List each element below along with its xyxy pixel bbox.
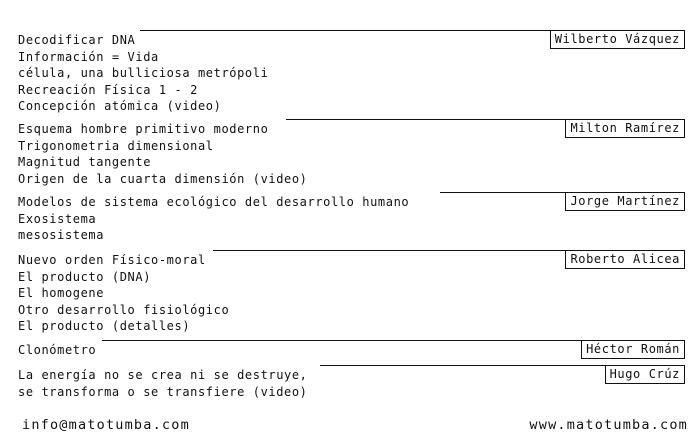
list-item[interactable]: se transforma o se transfiere (video)	[18, 384, 308, 399]
list-item[interactable]: El producto (DNA)	[18, 269, 152, 284]
list-item[interactable]: Modelos de sistema ecológico del desarrollo humano	[18, 195, 410, 209]
author-label: Milton Ramírez	[565, 119, 685, 138]
list-item[interactable]: Nuevo orden Físico-moral	[18, 253, 206, 267]
list-item[interactable]: Decodificar DNA	[18, 33, 136, 47]
author-label: Roberto Alicea	[565, 250, 685, 269]
list-item[interactable]: La energía no se crea ni se destruye,	[18, 368, 308, 382]
list-item[interactable]: Exosistema	[18, 211, 97, 226]
list-item[interactable]: Trigonometria dimensional	[18, 138, 214, 153]
list-item[interactable]: Concepción atómica (video)	[18, 99, 222, 113]
footer-website-link[interactable]: www.matotumba.com	[529, 417, 688, 433]
author-label: Héctor Román	[581, 340, 685, 359]
list-item[interactable]: Origen de la cuarta dimensión (video)	[18, 171, 308, 186]
list-item[interactable]: El homogene	[18, 286, 105, 300]
list-item[interactable]: Magnitud tangente	[18, 155, 152, 169]
list-item[interactable]: Esquema hombre primitivo moderno	[18, 122, 269, 136]
author-label: Hugo Crúz	[605, 365, 685, 384]
list-item[interactable]: El producto (detalles)	[18, 319, 191, 333]
list-item[interactable]: Información = Vida	[18, 49, 159, 64]
list-item[interactable]: célula, una bulliciosa metrópoli	[18, 66, 269, 80]
author-label: Wilberto Vázquez	[550, 30, 685, 49]
list-item[interactable]: Clonómetro	[18, 343, 97, 357]
footer-email-link[interactable]: info@matotumba.com	[22, 417, 190, 433]
list-item[interactable]: Otro desarrollo fisiológico	[18, 302, 230, 317]
list-item[interactable]: Recreación Física 1 - 2	[18, 82, 198, 97]
author-label: Jorge Martínez	[565, 192, 685, 211]
list-item[interactable]: mesosistema	[18, 228, 105, 242]
